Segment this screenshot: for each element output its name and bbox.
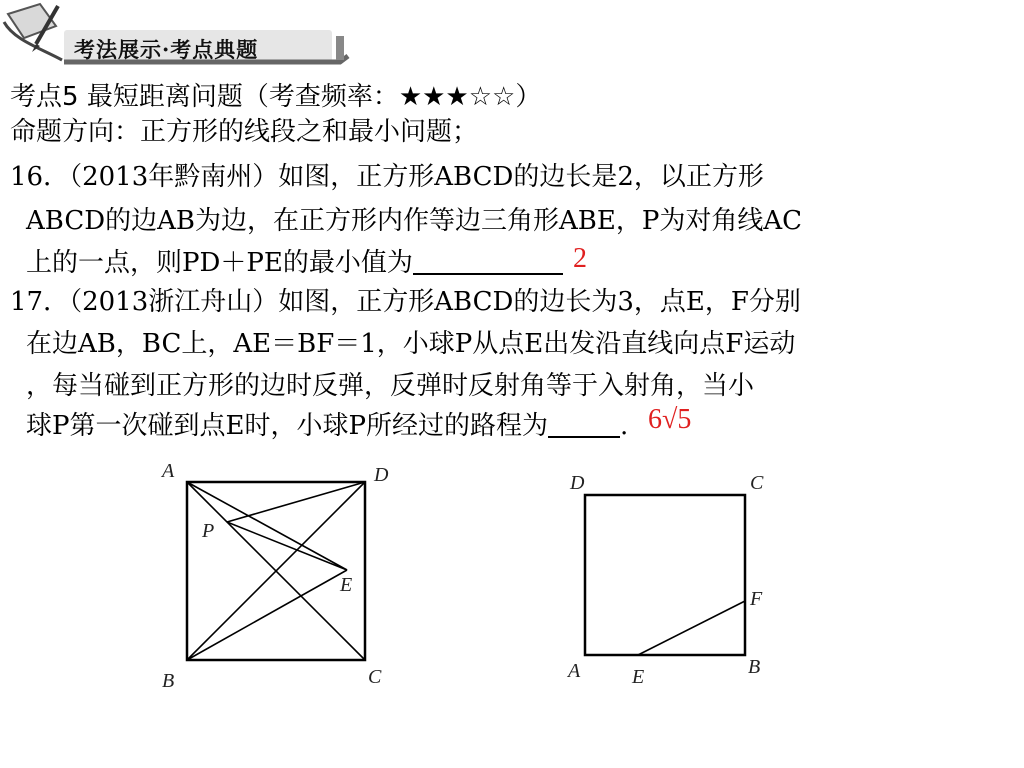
figure1-label-e: E [340, 574, 353, 596]
topic-line [10, 80, 541, 114]
figure1-label-b: B [162, 670, 175, 692]
header-banner [0, 0, 360, 72]
figure2-label-f: F [750, 588, 763, 610]
figure2-label-d: D [570, 472, 585, 494]
figure2-label-b: B [748, 656, 761, 678]
topic-label: 考点5 [10, 82, 79, 112]
direction-line [10, 115, 478, 149]
q16-line3-text: 上的一点，则PD＋PE的最小值为 [26, 248, 413, 278]
direction-text: 正方形的线段之和最小问题； [140, 117, 479, 147]
header-title: 考法展示·考点典题 [74, 37, 259, 62]
figure1-segment-pe [227, 522, 347, 570]
q16-answer-blank[interactable] [413, 247, 563, 275]
q16-line1: 16．（2013年黔南州）如图，正方形ABCD的边长是2，以正方形 [10, 162, 764, 192]
q16-line3 [26, 246, 563, 280]
q16-answer: 2 [573, 243, 587, 274]
figure2-square-diagram [560, 465, 780, 690]
figure2-segment-ef [638, 601, 745, 655]
figure1-label-c: C [368, 666, 382, 688]
figure1-label-a: A [162, 460, 175, 482]
figure1-segment-be [187, 570, 347, 660]
figure2-square [585, 495, 745, 655]
q17-line4-end: . [619, 411, 629, 441]
q17-answer: 6√5 [648, 404, 692, 435]
q17-answer-blank[interactable] [548, 410, 620, 438]
figure2-label-a: A [568, 660, 581, 682]
figure1-label-p: P [202, 520, 215, 542]
figure1-label-d: D [374, 464, 389, 486]
q17-line2: 在边AB，BC上，AE＝BF＝1，小球P从点E出发沿直线向点F运动 [26, 329, 796, 359]
direction-label: 命题方向： [10, 117, 141, 147]
q17-line3: ，每当碰到正方形的边时反弹，反弹时反射角等于入射角，当小 [26, 371, 755, 401]
topic-title: 最短距离问题（考查频率：★★★☆☆） [86, 82, 542, 112]
q16-line2: ABCD的边AB为边，在正方形内作等边三角形ABE，P为对角线AC [26, 206, 803, 236]
figure1-square-diagram [150, 455, 410, 695]
q17-line4 [26, 409, 628, 443]
q17-line4-text: 球P第一次碰到点E时，小球P所经过的路程为 [26, 411, 548, 441]
q17-line1: 17．（2013浙江舟山）如图，正方形ABCD的边长为3，点E，F分别 [10, 287, 801, 317]
figure2-label-e: E [632, 666, 645, 688]
figure2-label-c: C [750, 472, 764, 494]
